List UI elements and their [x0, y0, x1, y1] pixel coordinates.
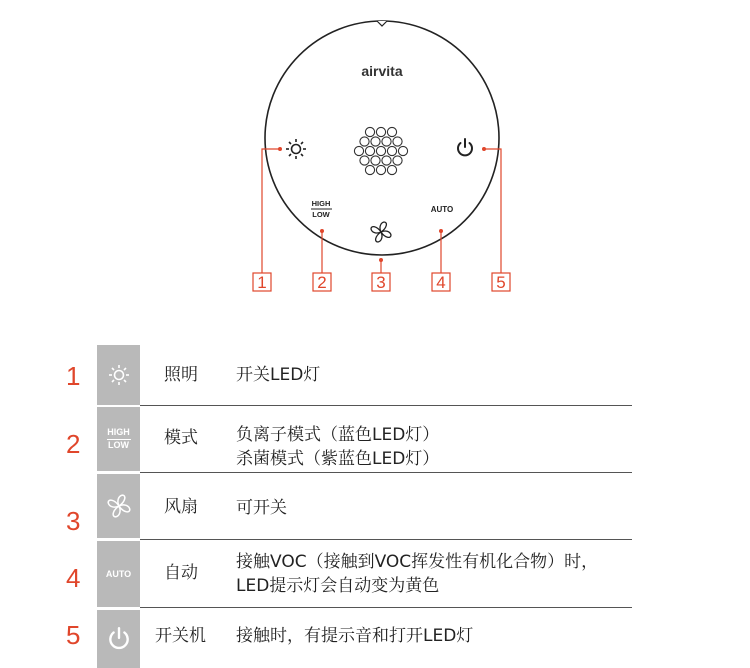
legend-description — [236, 550, 598, 598]
high-label: HIGH — [311, 199, 331, 208]
description-line: LED提示灯会自动变为黄色 — [236, 576, 440, 596]
sun-icon — [97, 345, 140, 405]
legend-name: 风扇 — [164, 497, 198, 517]
description-line: 接触VOC（接触到VOC挥发性有机化合物）时， — [236, 552, 599, 572]
callout-number: 1 — [257, 273, 267, 292]
description-line: 可开关 — [236, 498, 287, 518]
fan-icon — [97, 474, 140, 538]
low-label: LOW — [108, 440, 129, 450]
description-line: 开关LED灯 — [236, 365, 321, 385]
legend-name: 照明 — [164, 365, 198, 385]
legend-name: 模式 — [164, 428, 198, 448]
device-panel-diagram — [0, 0, 750, 310]
callout-number: 5 — [496, 273, 506, 292]
legend-number: 5 — [66, 620, 81, 650]
callout-dot — [278, 147, 282, 151]
auto-label: AUTO — [105, 569, 132, 579]
legend-description — [236, 363, 320, 387]
legend-name: 自动 — [164, 563, 198, 583]
callout-dot — [482, 147, 486, 151]
legend-description — [236, 423, 439, 471]
legend-description — [236, 496, 287, 520]
callout-number: 3 — [376, 273, 386, 292]
callout-dot — [320, 229, 324, 233]
row-separator — [140, 607, 632, 608]
auto-label: AUTO — [430, 205, 454, 214]
description-line: 杀菌模式（紫蓝色LED灯） — [236, 449, 440, 469]
description-line: 接触时，有提示音和打开LED灯 — [236, 626, 474, 646]
legend-description — [236, 624, 473, 648]
callout-number: 4 — [436, 273, 446, 292]
row-separator — [140, 405, 632, 406]
legend-number: 1 — [66, 361, 81, 391]
legend-name: 开关机 — [155, 626, 206, 646]
high-low-icon — [97, 407, 140, 471]
brand-logo: airvita — [361, 63, 403, 79]
high-label: HIGH — [107, 427, 130, 437]
row-separator — [140, 472, 632, 473]
auto-icon — [97, 541, 140, 607]
description-line: 负离子模式（蓝色LED灯） — [236, 425, 440, 445]
callout-dot — [439, 229, 443, 233]
legend-number: 4 — [66, 563, 81, 593]
power-icon — [97, 610, 140, 668]
legend-number: 2 — [66, 429, 81, 459]
low-label: LOW — [312, 210, 330, 219]
row-separator — [140, 539, 632, 540]
callout-number: 2 — [317, 273, 327, 292]
device-outline — [265, 21, 499, 255]
legend-number: 3 — [66, 506, 81, 536]
callout-dot — [379, 258, 383, 262]
